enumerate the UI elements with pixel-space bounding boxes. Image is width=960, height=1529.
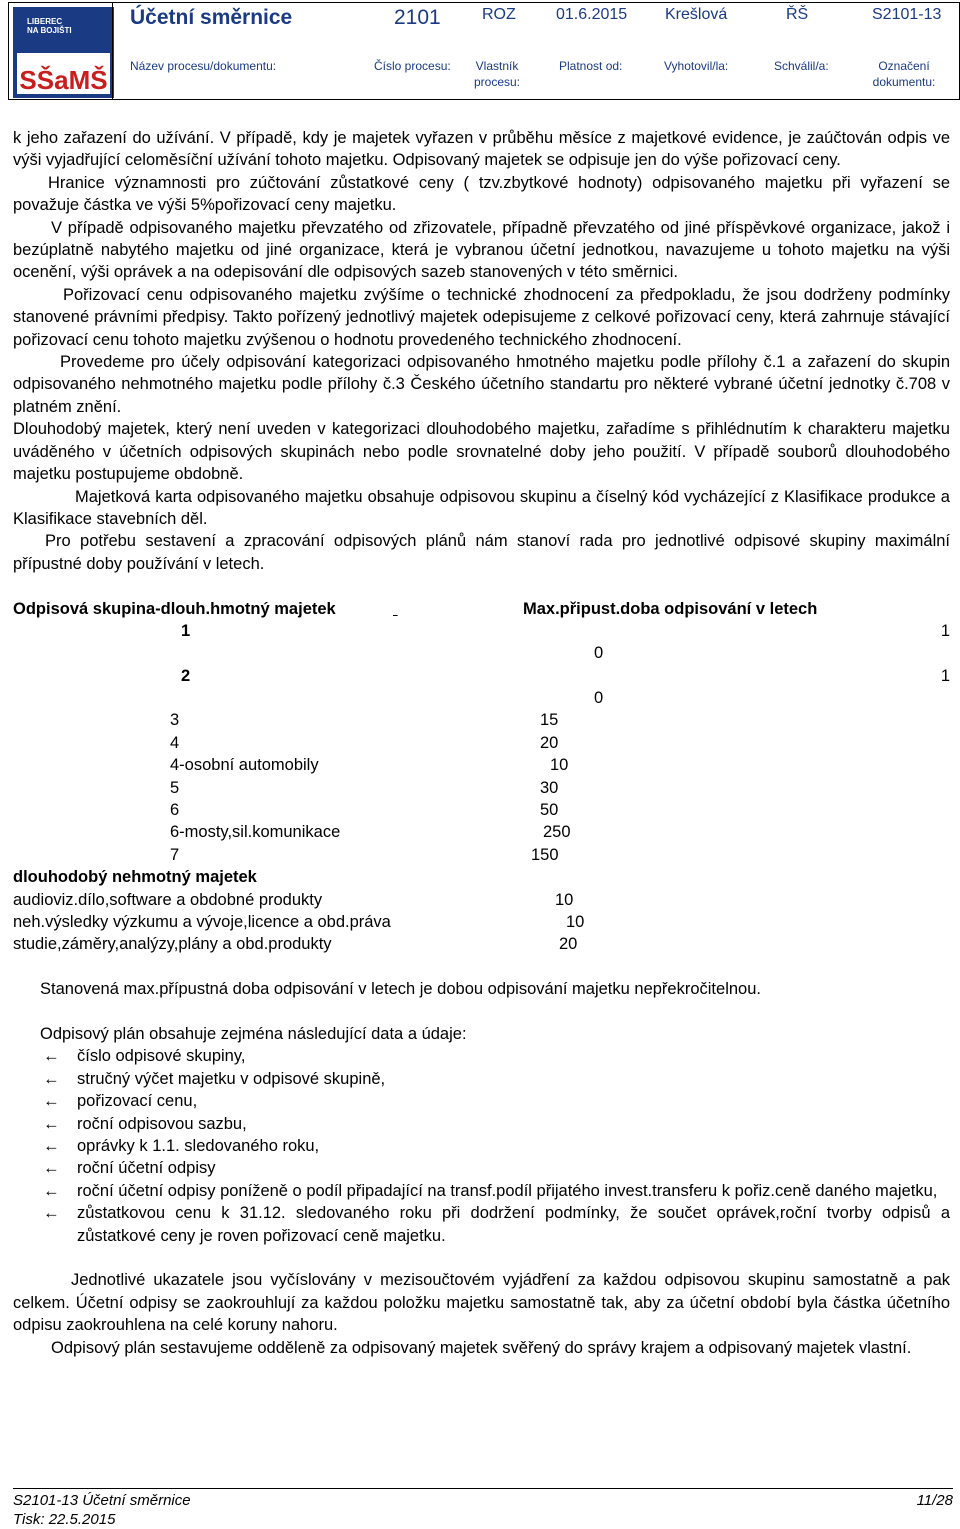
table-row bbox=[13, 732, 950, 754]
closing-paragraph-1: Jednotlivé ukazatele jsou vyčíslovány v mezisoučtovém vyjádření za každou odpisovou skupinu samostatně a pak celkem. Účetní odpisy se zaokrouhlují za každou položku majetku samostatně tak, aby za účetní období byla částka účetního odpisu zaokrouhlena na celé koruny nahoru. bbox=[13, 1271, 950, 1335]
list-item bbox=[13, 1157, 950, 1179]
list-item-text: roční odpisovou sazbu, bbox=[77, 1114, 247, 1133]
intangible-header bbox=[13, 866, 950, 888]
header-border-top bbox=[8, 2, 960, 3]
list-item bbox=[13, 1180, 950, 1202]
group-label: neh.výsledky výzkumu a vývoje,licence a obd.práva bbox=[13, 912, 391, 931]
group-label: 1 bbox=[181, 621, 191, 640]
list-item-text: roční účetní odpisy bbox=[77, 1159, 216, 1178]
table-row bbox=[13, 933, 950, 955]
arrow-left-icon: ← bbox=[43, 1069, 60, 1088]
closing-paragraph-2: Odpisový plán sestavujeme odděleně za odpisovaný majetek svěřený do správy krajem a odpisovaný majetek vlastní. bbox=[51, 1338, 912, 1357]
document-body bbox=[13, 127, 950, 1359]
table-row bbox=[13, 777, 950, 799]
header-border-left bbox=[8, 2, 9, 100]
table-row bbox=[13, 911, 950, 933]
group-label: 2 bbox=[181, 666, 191, 685]
document-header bbox=[8, 2, 960, 100]
group-value: 30 bbox=[540, 778, 559, 797]
table-row bbox=[13, 620, 950, 642]
list-item bbox=[13, 1202, 950, 1247]
intangible-header-label: dlouhodobý nehmotný majetek bbox=[13, 868, 257, 887]
logo-acronym: SŠaMŠ bbox=[19, 65, 108, 95]
list-item-text: stručný výčet majetku v odpisové skupině, bbox=[77, 1069, 386, 1088]
group-value: 10 bbox=[566, 912, 585, 931]
list-item bbox=[13, 1068, 950, 1090]
header-underline-gap bbox=[393, 598, 523, 620]
table-row bbox=[13, 642, 950, 664]
document-code: S2101-13 bbox=[872, 6, 942, 23]
group-value: 0 bbox=[594, 644, 604, 663]
group-value: 250 bbox=[543, 823, 571, 842]
list-item-text: pořizovací cenu, bbox=[77, 1092, 198, 1111]
group-value: 15 bbox=[540, 711, 559, 730]
paragraph-3: V případě odpisovaného majetku převzatého od zřizovatele, případně převzatého od jiné příspěvkové organizace, jakož i bezúplatně nabytého majetku od jiné organizace, která je vybranou účetní jednotkou, navazujeme u tohoto majetku na výši ocenění, výši oprávek a na odepisování dle odpisových sazeb stanovených v této směrnici. bbox=[13, 218, 950, 282]
footer-print-date: Tisk: 22.5.2015 bbox=[13, 1511, 116, 1528]
group-value: 1 bbox=[940, 666, 950, 685]
arrow-left-icon: ← bbox=[43, 1159, 60, 1178]
group-label: 7 bbox=[170, 845, 180, 864]
group-label: audioviz.dílo,software a obdobné produkty bbox=[13, 890, 323, 909]
list-item-text: roční účetní odpisy poníženě o podíl připadající na transf.podíl přijatého invest.transferu k pořiz.ceně daného majetku, bbox=[77, 1181, 938, 1200]
list-item bbox=[13, 1045, 950, 1067]
table-row bbox=[13, 799, 950, 821]
school-logo bbox=[13, 7, 114, 98]
list-item-text: číslo odpisové skupiny, bbox=[77, 1047, 246, 1066]
note-paragraph: Stanovená max.přípustná doba odpisování v letech je dobou odpisování majetku nepřekročitelnou. bbox=[40, 980, 761, 999]
label-name: Název procesu/dokumentu: bbox=[130, 59, 277, 73]
spacer bbox=[13, 956, 950, 978]
group-label: 6-mosty,sil.komunikace bbox=[170, 823, 341, 842]
group-label: 4-osobní automobily bbox=[170, 756, 319, 775]
author: Krešlová bbox=[665, 6, 728, 23]
label-approver: Schválil/a: bbox=[774, 59, 829, 73]
document-title: Účetní směrnice bbox=[130, 6, 293, 29]
logo-city-text: LIBEREC NA BOJIŠTI bbox=[17, 11, 110, 53]
spacer bbox=[13, 1247, 950, 1269]
table-col2-header: Max.připust.doba odpisování v letech bbox=[523, 599, 818, 618]
paragraph-7: Majetková karta odpisovaného majetku obsahuje odpisovou skupinu a číselný kód vycházející z Klasifikace produkce a Klasifikace stavebních děl. bbox=[13, 487, 950, 528]
header-divider bbox=[112, 2, 113, 100]
process-number: 2101 bbox=[394, 6, 441, 29]
arrow-left-icon: ← bbox=[43, 1181, 60, 1200]
footer-page-number: 11/28 bbox=[916, 1492, 953, 1509]
list-item bbox=[13, 1135, 950, 1157]
group-value: 50 bbox=[540, 801, 559, 820]
table-col1-header: Odpisová skupina-dlouh.hmotný majetek bbox=[13, 599, 336, 618]
process-owner: ROZ bbox=[482, 6, 516, 23]
group-value: 20 bbox=[540, 733, 559, 752]
list-item bbox=[13, 1113, 950, 1135]
list-item-text: oprávky k 1.1. sledovaného roku, bbox=[77, 1136, 320, 1155]
table-header-row bbox=[13, 598, 950, 620]
paragraph-6: Dlouhodobý majetek, který není uveden v kategorizaci dlouhodobého majetku, zařadíme s přihlédnutím k charakteru majetku uváděného v účetních odpisových skupinách nebo podle srovnatelné doby jeho použití. V případě souborů dlouhodobého majetku postupujeme obdobně. bbox=[13, 420, 950, 484]
header-border-bottom bbox=[8, 99, 960, 100]
table-row bbox=[13, 754, 950, 776]
arrow-left-icon: ← bbox=[43, 1114, 60, 1133]
plan-intro: Odpisový plán obsahuje zejména následující data a údaje: bbox=[40, 1024, 467, 1043]
label-owner: Vlastník procesu: bbox=[473, 59, 521, 89]
group-label: 5 bbox=[170, 778, 180, 797]
approver: ŘŠ bbox=[786, 6, 809, 23]
group-value: 10 bbox=[550, 756, 569, 775]
list-item bbox=[13, 1090, 950, 1112]
label-number: Číslo procesu: bbox=[374, 59, 451, 73]
table-row bbox=[13, 889, 950, 911]
arrow-left-icon: ← bbox=[43, 1136, 60, 1155]
spacer bbox=[13, 1001, 950, 1023]
table-row bbox=[13, 665, 950, 687]
table-row bbox=[13, 687, 950, 709]
footer-document: S2101-13 Účetní směrnice bbox=[13, 1492, 191, 1509]
arrow-left-icon: ← bbox=[43, 1047, 60, 1066]
group-value: 20 bbox=[559, 935, 578, 954]
group-label: studie,záměry,analýzy,plány a obd.produkty bbox=[13, 935, 332, 954]
label-valid: Platnost od: bbox=[559, 59, 623, 73]
arrow-left-icon: ← bbox=[43, 1204, 60, 1223]
group-label: 4 bbox=[170, 733, 180, 752]
plan-items-list bbox=[13, 1045, 950, 1247]
table-row bbox=[13, 709, 950, 731]
paragraph-1: k jeho zařazení do užívání. V případě, kdy je majetek vyřazen v průběhu měsíce z majetkové evidence, je zaúčtován odpis ve výši vyjadřující celoměsíční užívání tohoto majetku. Odpisovaný majetek se odpisuje jen do výše pořizovací ceny. bbox=[13, 129, 950, 170]
group-value: 0 bbox=[594, 689, 604, 708]
paragraph-8: Pro potřebu sestavení a zpracování odpisových plánů nám stanoví rada pro jednotlivé odpisové skupiny maximální přípustné doby používání v letech. bbox=[13, 532, 950, 573]
group-label: 6 bbox=[170, 801, 180, 820]
valid-from: 01.6.2015 bbox=[556, 6, 628, 23]
paragraph-2: Hranice významnosti pro zúčtování zůstatkové ceny ( tzv.zbytkové hodnoty) odpisovaného majetku při vyřazení se považuje částka ve výši 5%pořizovací ceny majetku. bbox=[13, 173, 950, 215]
group-value: 150 bbox=[531, 845, 559, 864]
group-label: 3 bbox=[170, 711, 180, 730]
page-footer bbox=[13, 1488, 953, 1529]
table-row bbox=[13, 821, 950, 843]
table-row bbox=[13, 844, 950, 866]
spacer bbox=[13, 575, 950, 597]
list-item-text: zůstatkovou cenu k 31.12. sledovaného roku při dodržení podmínky, že součet oprávek,roční tvorby odpisů a zůstatkové ceny je roven pořizovací ceně majetku. bbox=[77, 1204, 950, 1245]
paragraph-4: Pořizovací cenu odpisovaného majetku zvýšíme o technické zhodnocení za předpokladu, že jsou dodrženy podmínky stanovené právními předpisy. Takto pořízený jednotlivý majetek odepisujeme z celkové pořizovací ceny, která zahrnuje stávající pořizovací cenu tohoto majetku zvýšenou o hodnotu provedeného technického zhodnocení. bbox=[13, 285, 950, 349]
arrow-left-icon: ← bbox=[43, 1092, 60, 1111]
group-value: 1 bbox=[940, 621, 950, 640]
group-value: 10 bbox=[555, 890, 574, 909]
label-code: Označení dokumentu: bbox=[872, 59, 936, 89]
label-author: Vyhotovil/la: bbox=[664, 59, 729, 73]
paragraph-5: Provedeme pro účely odpisování kategorizaci odpisovaného hmotného majetku podle přílohy č.1 a zařazení do skupin odpisovaného nehmotného majetku podle přílohy č.3 Českého účetního standartu pro některé vybrané účetní jednotky č.708 v platném znění. bbox=[13, 353, 950, 416]
